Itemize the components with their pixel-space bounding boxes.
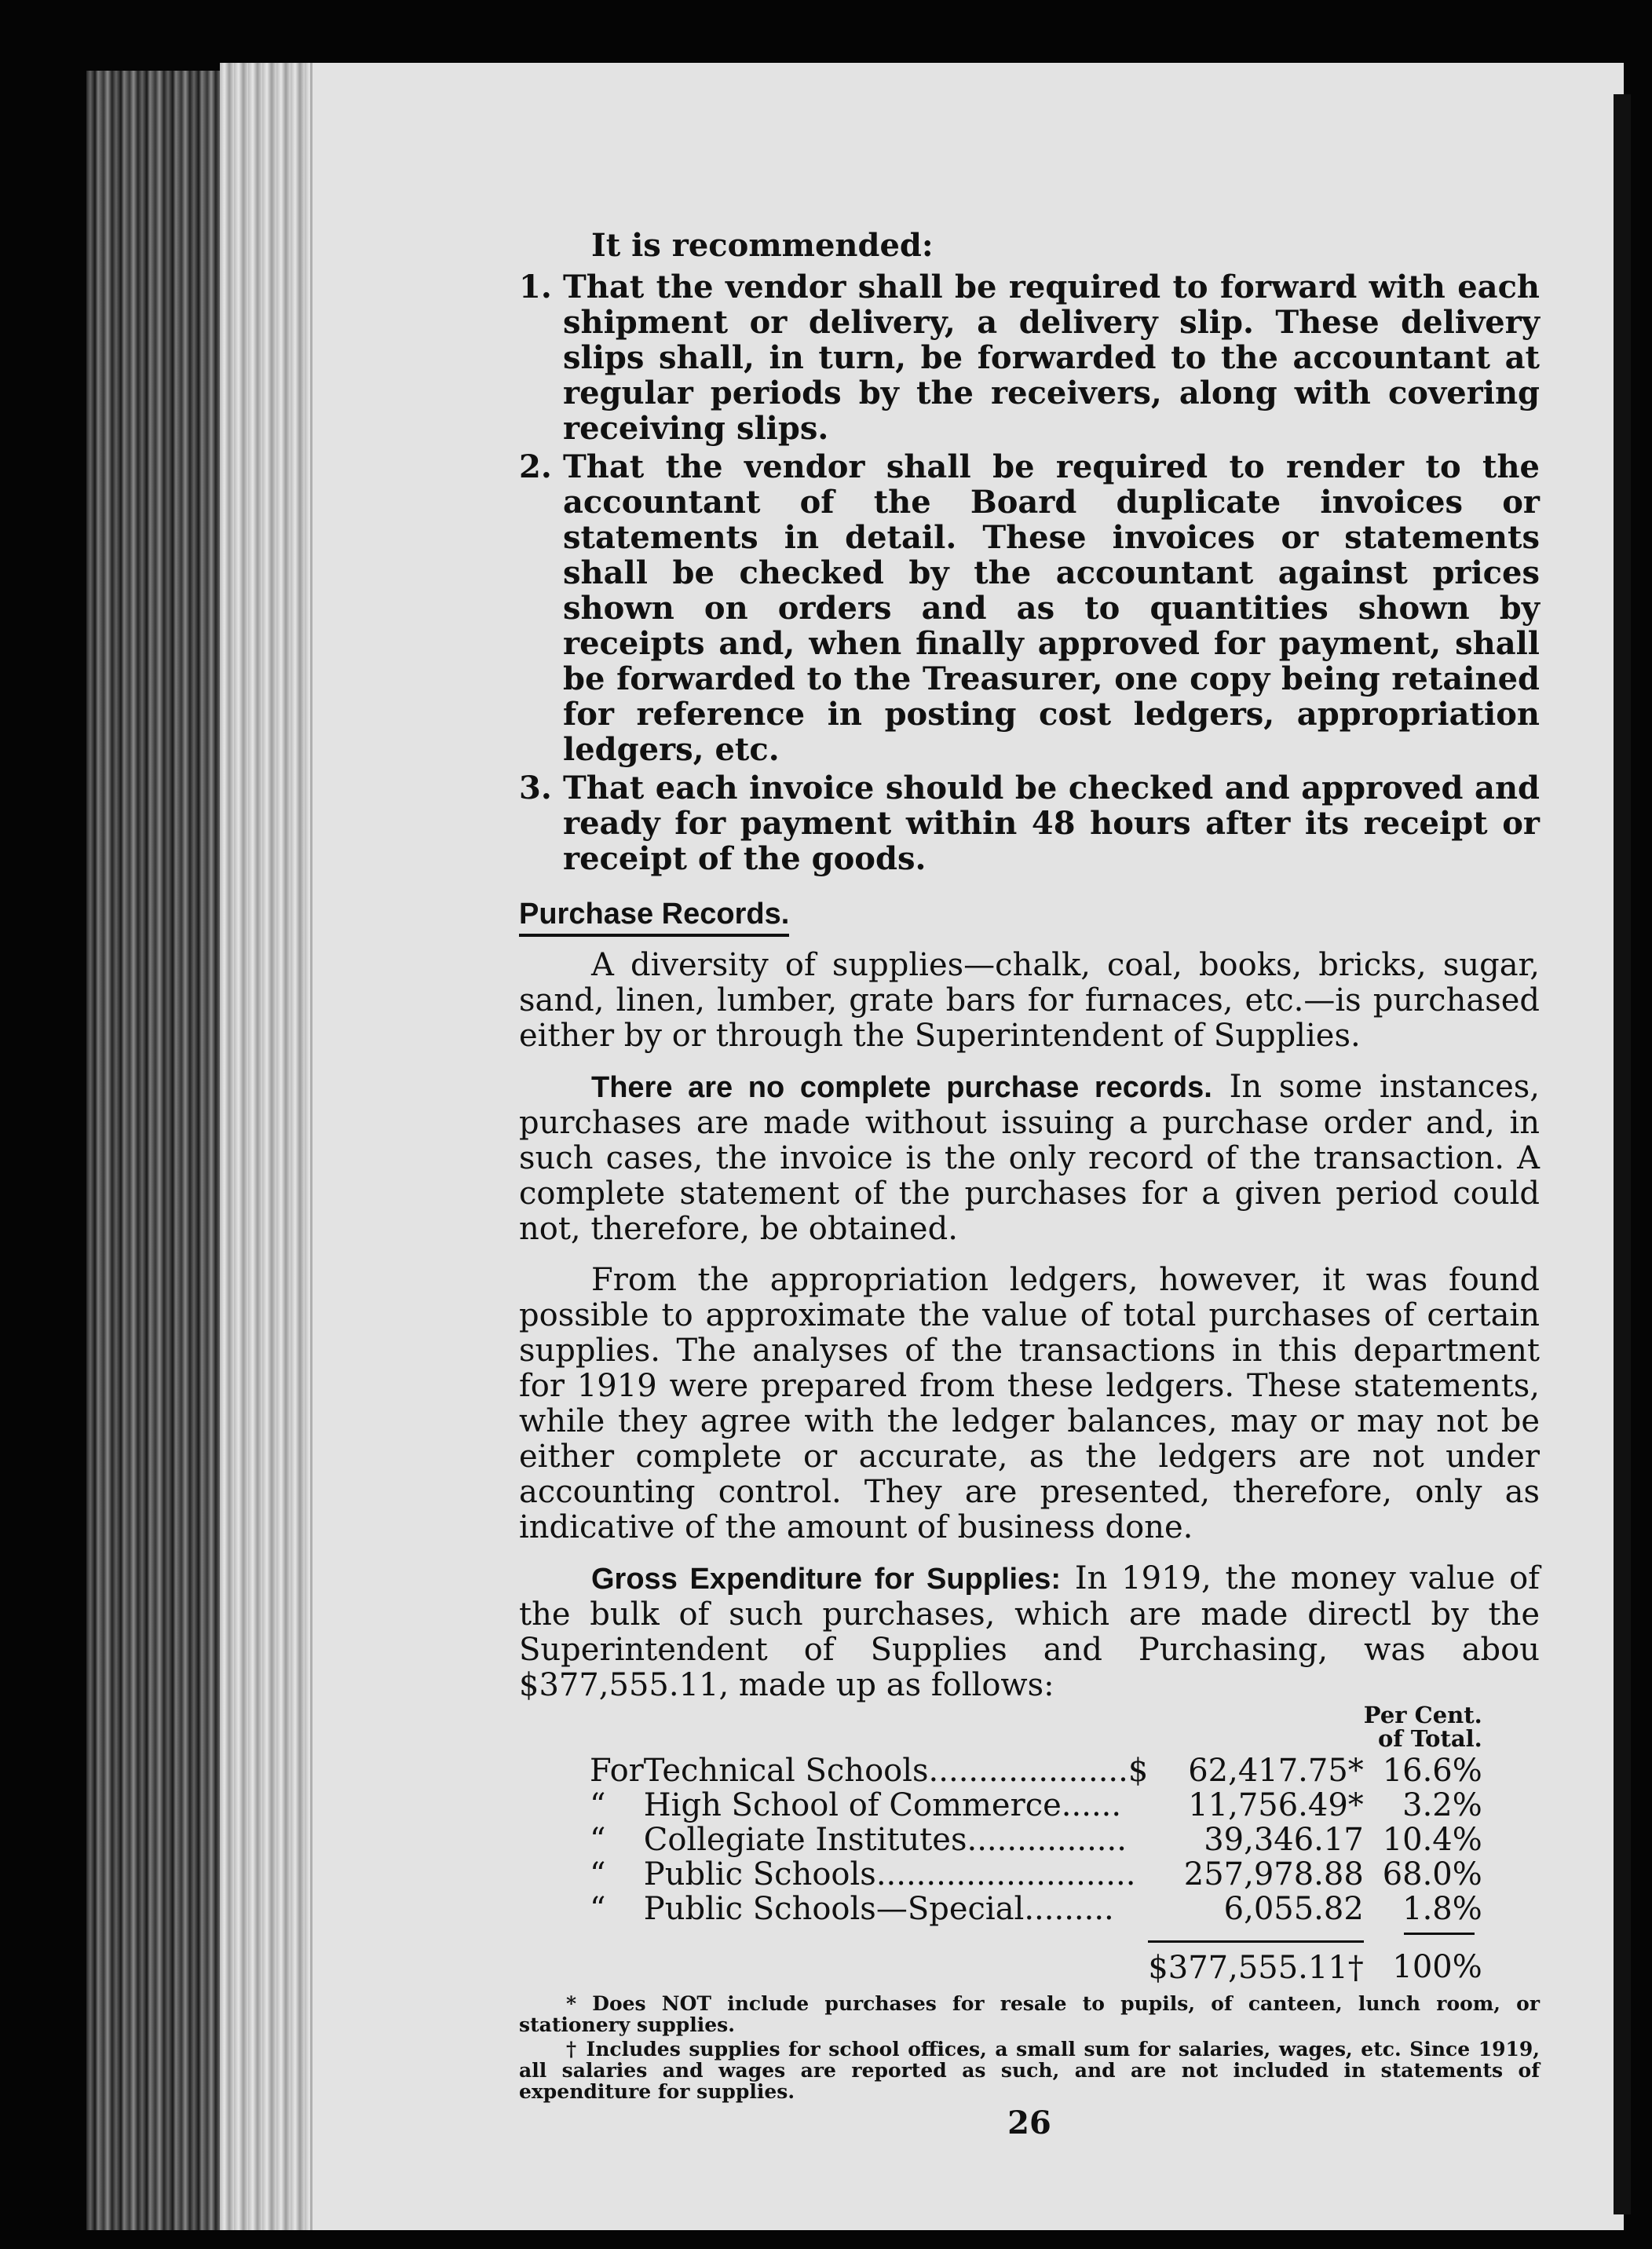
paragraph-gross-expenditure	[519, 1561, 1540, 1703]
item-number: 1.	[519, 269, 552, 305]
paragraph-supplies: A diversity of supplies—chalk, coal, books, bricks, sugar, sand, linen, lumber, grate bars for furnaces, etc.—is purchased either by or through the Superintendent of Supplies.	[519, 947, 1540, 1054]
total-percent: 100%	[1392, 1949, 1482, 1986]
row-label: Public Schools—Special.........	[643, 1891, 1114, 1927]
page-content	[519, 228, 1540, 2141]
page-edges	[220, 63, 314, 2230]
row-label: High School of Commerce......	[643, 1787, 1122, 1823]
page	[310, 63, 1624, 2230]
row-percent: 68.0%	[1382, 1856, 1482, 1892]
item-text: That the vendor shall be required to forward with each shipment or delivery, a delivery slip. These delivery slips shall, in turn, be forwarded to the accountant at regular periods by the receivers, along with covering receiving slips.	[563, 269, 1540, 447]
total-rule-row	[590, 1926, 1482, 1942]
row-amount: 257,978.88	[1183, 1856, 1364, 1892]
row-percent: 16.6%	[1382, 1753, 1482, 1789]
row-prefix: For	[590, 1753, 644, 1789]
paragraph-lead: There are no complete purchase records.	[591, 1071, 1212, 1104]
row-prefix: “	[590, 1856, 606, 1892]
paragraph-body: In 1919, the money value of the bulk of such purchases, which are made directl by the Superintendent of Supplies and Purchasing, was abou $377,555.11, made up as follows:	[519, 1560, 1540, 1703]
row-percent: 1.8%	[1402, 1891, 1482, 1927]
total-row	[590, 1942, 1482, 1986]
row-amount: 6,055.82	[1223, 1891, 1364, 1927]
total-amount: $377,555.11†	[1148, 1950, 1364, 1986]
row-amount: 39,346.17	[1204, 1822, 1364, 1858]
section-heading: Purchase Records.	[519, 897, 789, 937]
percent-rule	[1404, 1933, 1475, 1935]
paragraph-body: In some instances, purchases are made without issuing a purchase order and, in such cases, the invoice is the only record of the transaction. A complete statement of the purchases for a given period could not, therefore, be obtained.	[519, 1069, 1540, 1247]
table-row	[590, 1857, 1482, 1892]
table-row	[590, 1892, 1482, 1926]
footnote-dagger: † Includes supplies for school offices, a small sum for salaries, wages, etc. Since 1919, all salaries and wages are reported as such, and are not included in statements of expenditure for supplies.	[519, 2038, 1540, 2103]
row-amount: 11,756.49*	[1188, 1787, 1364, 1823]
recommendation-item	[519, 449, 1540, 767]
total-rule	[1148, 1926, 1363, 1942]
footnotes	[519, 1993, 1540, 2102]
item-text: That the vendor shall be required to render to the accountant of the Board duplicate invoices or statements in detail. These invoices or statements shall be checked by the accountant against prices shown on orders and as to quantities shown by receipts and, when finally approved for payment, shall be forwarded to the Treasurer, one copy being retained for reference in posting cost ledgers, appropriation ledgers, etc.	[563, 448, 1540, 768]
paragraph-no-records	[519, 1070, 1540, 1247]
page-number: 26	[1007, 2105, 1051, 2141]
row-percent: 10.4%	[1382, 1822, 1482, 1858]
item-number: 2.	[519, 448, 552, 485]
percent-header: Per Cent. of Total.	[1363, 1702, 1482, 1752]
scan-edge	[1614, 94, 1631, 2214]
row-label: Technical Schools....................$	[643, 1753, 1149, 1789]
footnote-asterisk: * Does NOT include purchases for resale to pupils, of canteen, lunch room, or stationery supplies.	[519, 1992, 1540, 2036]
paragraph-lead: Gross Expenditure for Supplies:	[591, 1563, 1062, 1596]
row-prefix: “	[590, 1822, 606, 1858]
table-row	[590, 1753, 1482, 1788]
item-number: 3.	[519, 770, 552, 806]
row-amount: 62,417.75*	[1188, 1753, 1364, 1789]
item-text: That each invoice should be checked and approved and ready for payment within 48 hours after its receipt or receipt of the goods.	[563, 770, 1540, 877]
recommendation-item	[519, 269, 1540, 446]
table-row	[590, 1788, 1482, 1823]
row-label: Public Schools..........................	[643, 1856, 1136, 1892]
row-prefix: “	[590, 1891, 606, 1927]
expenditure-table	[590, 1703, 1482, 1985]
intro-line: It is recommended:	[591, 227, 934, 264]
row-percent: 3.2%	[1402, 1787, 1482, 1823]
paragraph-ledgers: From the appropriation ledgers, however, it was found possible to approximate the value of total purchases of certain supplies. The analyses of the transactions in this department for 1919 were prepared from these ledgers. These statements, while they agree with the ledger balances, may or may not be either complete or accurate, as the ledgers are not under accounting control. They are presented, therefore, only as indicative of the amount of business done.	[519, 1262, 1540, 1545]
row-prefix: “	[590, 1787, 606, 1823]
table-row	[590, 1823, 1482, 1857]
recommendation-item	[519, 770, 1540, 876]
row-label: Collegiate Institutes................	[643, 1822, 1127, 1858]
